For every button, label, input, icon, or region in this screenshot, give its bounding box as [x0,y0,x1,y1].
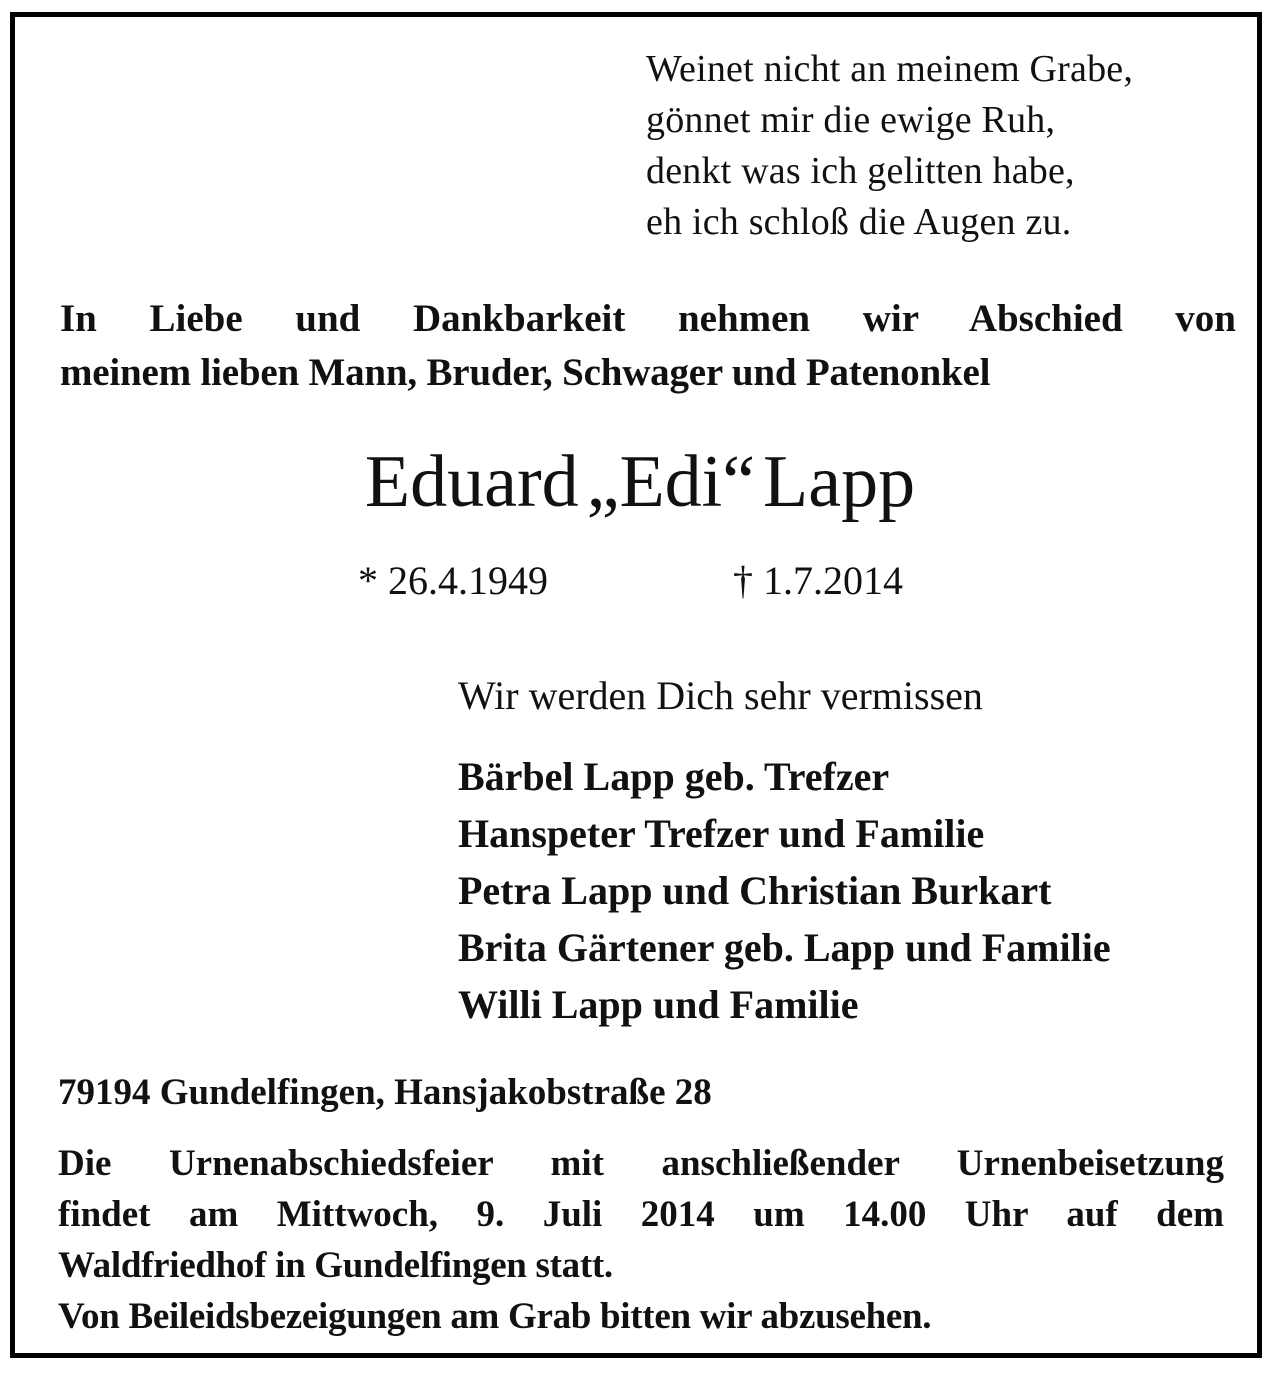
service-line: Die Urnenabschiedsfeier mit anschließender Urnenbeisetzung [58,1143,1224,1184]
service-line: Von Beileidsbezeigungen am Grab bitten wir abzusehen. [58,1296,932,1337]
family-address: 79194 Gundelfingen, Hansjakobstraße 28 [58,1072,712,1113]
deceased-first-name: Eduard [364,441,579,523]
mourner-entry: Hanspeter Trefzer und Familie [458,811,985,856]
deceased-name [0,437,1280,527]
mourner-entry: Willi Lapp und Familie [458,982,859,1027]
memorial-poem [646,44,1246,248]
deceased-nickname: „Edi“ [586,441,756,523]
mourner-entry: Bärbel Lapp geb. Trefzer [458,754,890,799]
poem-line: eh ich schloß die Augen zu. [646,201,1072,243]
miss-you-text: Wir werden Dich sehr vermissen [458,673,983,718]
poem-line: gönnet mir die ewige Ruh, [646,99,1056,141]
funeral-service-notice [58,1138,1224,1342]
poem-line: Weinet nicht an meinem Grabe, [646,48,1134,90]
service-line: Waldfriedhof in Gundelfingen statt. [58,1245,613,1286]
service-line: findet am Mittwoch, 9. Juli 2014 um 14.00 Uhr auf dem [58,1194,1224,1235]
death-date: † 1.7.2014 [733,558,903,603]
intro-line: In Liebe und Dankbarkeit nehmen wir Abschied von [60,297,1236,340]
birth-date: * 26.4.1949 [358,558,548,603]
mourner-entry: Petra Lapp und Christian Burkart [458,868,1052,913]
poem-line: denkt was ich gelitten habe, [646,150,1075,192]
farewell-intro [60,292,1236,400]
mourners-list [458,748,1111,1033]
deceased-last-name: Lapp [763,441,916,523]
mourner-entry: Brita Gärtener geb. Lapp und Familie [458,925,1111,970]
intro-line: meinem lieben Mann, Bruder, Schwager und Patenonkel [60,351,991,394]
